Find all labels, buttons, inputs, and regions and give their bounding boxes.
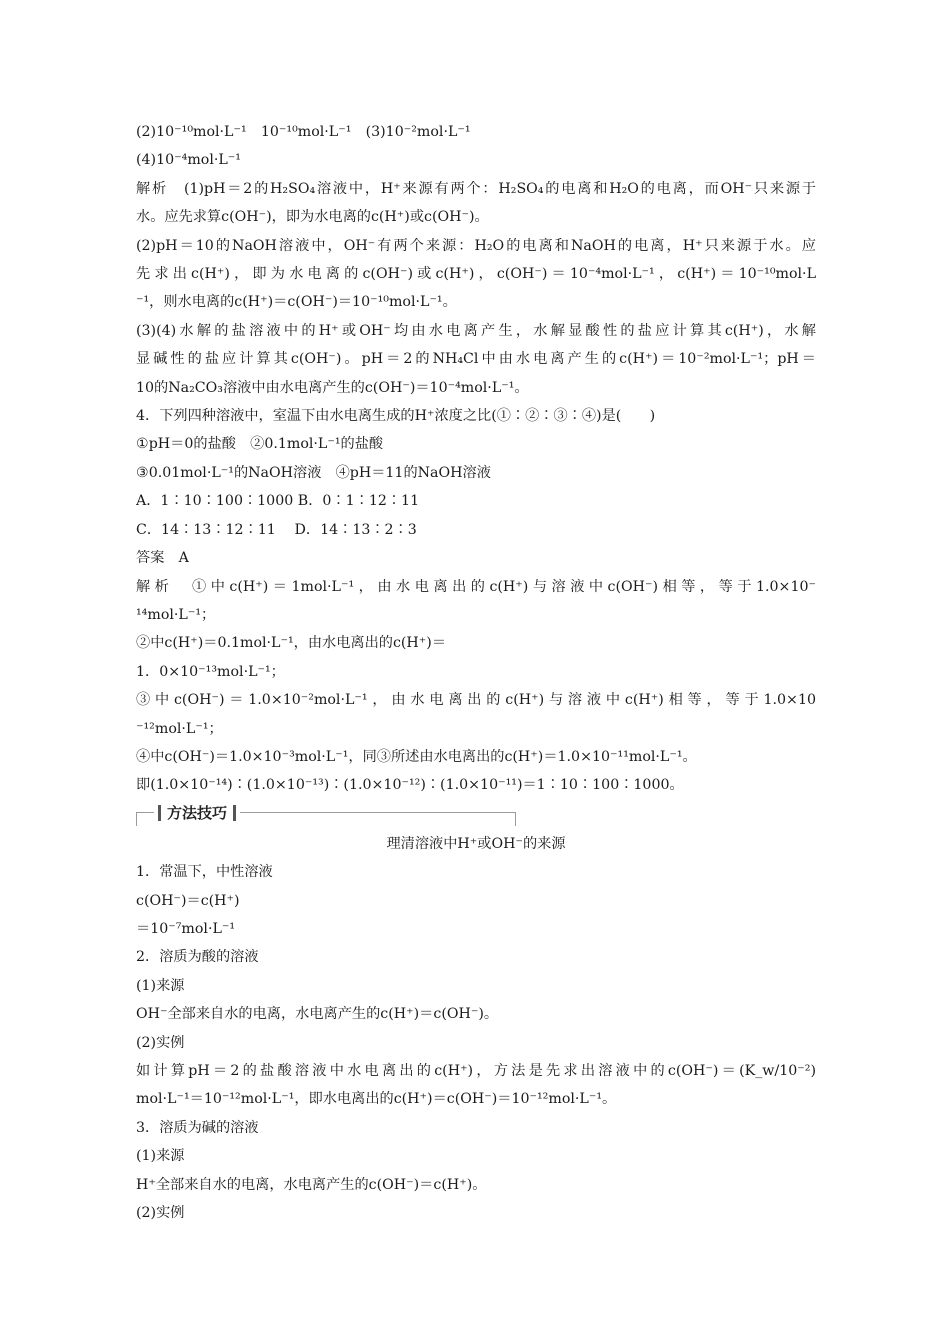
text-line: mol·L⁻¹＝10⁻¹²mol·L⁻¹，即水电离出的c(H⁺)＝c(OH⁻)＝10⁻¹²mol·L⁻¹。	[136, 1091, 617, 1108]
text-line: 解析 ①中c(H⁺)＝1mol·L⁻¹，由水电离出的c(H⁺)与溶液中c(OH⁻)相等，等于1.0×10⁻	[136, 578, 816, 595]
section-header-box	[136, 800, 516, 830]
text-line: (3)(4)水解的盐溶液中的H⁺或OH⁻均由水电离产生，水解显酸性的盐应计算其c(H⁺)，水解	[136, 322, 816, 339]
text-line: ¹⁴mol·L⁻¹；	[136, 606, 216, 623]
text-line: ③中c(OH⁻)＝1.0×10⁻²mol·L⁻¹，由水电离出的c(H⁺)与溶液中c(H⁺)相等，等于1.0×10	[136, 692, 816, 709]
text-line: 2．溶质为酸的溶液	[136, 949, 259, 966]
text-line: (2)实例	[136, 1205, 185, 1222]
text-line: 如计算pH＝2的盐酸溶液中水电离出的c(H⁺)，方法是先求出溶液中的c(OH⁻)＝(K_w/10⁻²)	[136, 1063, 816, 1079]
text-line: (2)实例	[136, 1034, 185, 1051]
text-line: ＝10⁻⁷mol·L⁻¹	[136, 920, 236, 937]
text-line: ⁻¹，则水电离的c(H⁺)＝c(OH⁻)＝10⁻¹⁰mol·L⁻¹。	[136, 294, 457, 311]
text-line: (1)来源	[136, 977, 185, 994]
text-line: ④中c(OH⁻)＝1.0×10⁻³mol·L⁻¹，同③所述由水电离出的c(H⁺)＝1.0×10⁻¹¹mol·L⁻¹。	[136, 748, 697, 765]
section-title: 理清溶液中H⁺或OH⁻的来源	[386, 835, 566, 852]
text-line: 1．0×10⁻¹³mol·L⁻¹；	[136, 663, 285, 680]
text-line: ⁻¹²mol·L⁻¹；	[136, 720, 223, 737]
text-line: OH⁻全部来自水的电离，水电离产生的c(H⁺)＝c(OH⁻)。	[136, 1006, 499, 1023]
text-line: c(OH⁻)＝c(H⁺)	[136, 892, 240, 909]
text-line: (2)pH＝10的NaOH溶液中，OH⁻有两个来源：H₂O的电离和NaOH的电离，H⁺只来源于水。应	[136, 237, 816, 254]
text-line: 3．溶质为碱的溶液	[136, 1119, 259, 1136]
text-line: 1．常温下，中性溶液	[136, 864, 273, 881]
section-header-label	[154, 800, 240, 826]
header-bar-left	[158, 805, 161, 821]
question-option-line: ①pH＝0的盐酸 ②0.1mol·L⁻¹的盐酸	[136, 436, 384, 453]
text-line: 先求出c(H⁺)，即为水电离的c(OH⁻)或c(H⁺)，c(OH⁻)＝10⁻⁴mol·L⁻¹，c(H⁺)＝10⁻¹⁰mol·L	[136, 266, 816, 283]
section-header-text: 方法技巧	[167, 803, 228, 822]
answer-choices: C．14∶13∶12∶11 D．14∶13∶2∶3	[136, 521, 417, 538]
text-line: (1)来源	[136, 1148, 185, 1165]
text-line: (2)10⁻¹⁰mol·L⁻¹ 10⁻¹⁰mol·L⁻¹ (3)10⁻²mol·L⁻¹	[136, 124, 471, 140]
question-option-line: ③0.01mol·L⁻¹的NaOH溶液 ④pH＝11的NaOH溶液	[136, 464, 491, 481]
text-line: H⁺全部来自水的电离，水电离产生的c(OH⁻)＝c(H⁺)。	[136, 1176, 487, 1193]
header-bar-right	[233, 805, 236, 821]
text-line: 显碱性的盐应计算其c(OH⁻)。pH＝2的NH₄Cl中由水电离产生的c(H⁺)＝10⁻²mol·L⁻¹；pH＝	[136, 351, 816, 368]
answer-key: 答案 A	[136, 550, 189, 567]
text-line: 解析 (1)pH＝2的H₂SO₄溶液中，H⁺来源有两个：H₂SO₄的电离和H₂O的电离，而OH⁻只来源于	[136, 180, 816, 197]
answer-choices: A．1∶10∶100∶1000 B．0∶1∶12∶11	[136, 493, 420, 510]
text-line: ②中c(H⁺)＝0.1mol·L⁻¹，由水电离出的c(H⁺)＝	[136, 635, 447, 652]
text-line: 即(1.0×10⁻¹⁴)∶(1.0×10⁻¹³)∶(1.0×10⁻¹²)∶(1.0×10⁻¹¹)＝1∶10∶100∶1000。	[136, 777, 684, 794]
text-line: (4)10⁻⁴mol·L⁻¹	[136, 152, 241, 169]
header-left-drop	[136, 812, 137, 826]
text-line: 水。应先求算c(OH⁻)，即为水电离的c(H⁺)或c(OH⁻)。	[136, 209, 489, 226]
question-stem: 4．下列四种溶液中，室温下由水电离生成的H⁺浓度之比(①∶②∶③∶④)是( )	[136, 408, 656, 425]
header-right-drop	[515, 812, 516, 826]
document-body	[136, 118, 816, 1227]
text-line: 10的Na₂CO₃溶液中由水电离产生的c(OH⁻)＝10⁻⁴mol·L⁻¹。	[136, 379, 529, 396]
